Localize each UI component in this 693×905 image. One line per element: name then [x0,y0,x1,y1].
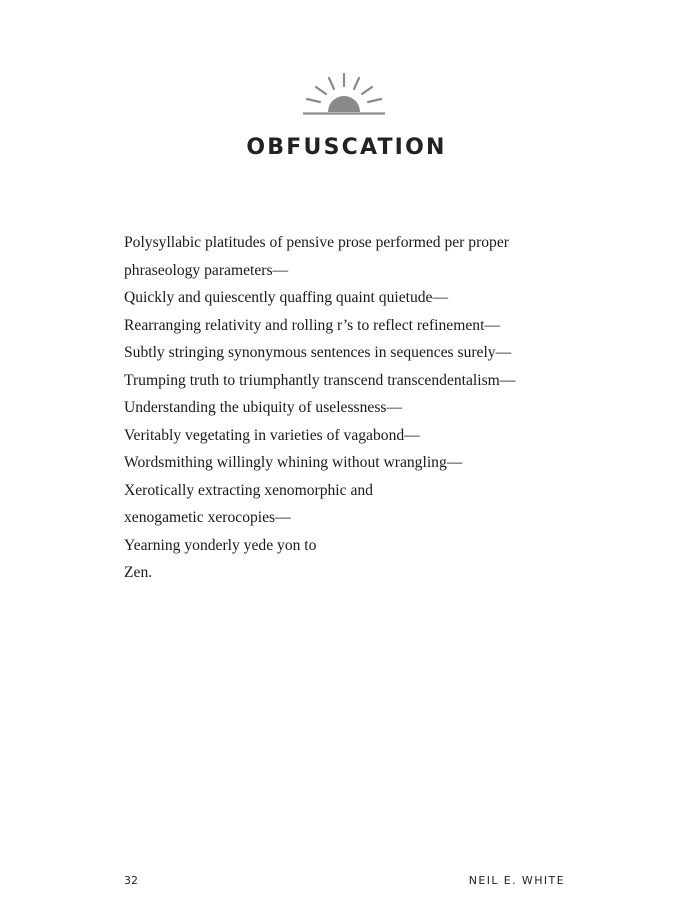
poem-line: Zen. [124,564,153,581]
poem-line: phraseology parameters— [124,261,289,279]
poem-line: Yearning yonderly yede yon to [124,536,317,554]
poem-line: Polysyllabic platitudes of pensive prose performed per proper [124,234,509,251]
poem-line: Wordsmithing willingly whining without wrangling— [124,454,463,471]
poem-line: Rearranging relativity and rolling r’s to reflect refinement— [124,316,500,334]
poem-title: OBFUSCATION [246,135,447,160]
poem-line: xenogametic xerocopies— [124,509,291,526]
poem-line: Subtly stringing synonymous sentences in sequences surely— [124,344,512,361]
poem-line: Understanding the ubiquity of uselessness— [124,399,403,416]
poem-line: Trumping truth to triumphantly transcend transcendentalism— [124,371,516,389]
poem-line: Xerotically extracting xenomorphic and [124,481,373,499]
running-footer-author: NEIL E. WHITE [468,874,565,887]
poem-body [124,229,584,587]
poem-line: Veritably vegetating in varieties of vagabond— [124,426,420,444]
sunrise-icon [302,72,386,116]
page-number: 32 [124,874,138,887]
poem-line: Quickly and quiescently quaffing quaint quietude— [124,289,449,306]
